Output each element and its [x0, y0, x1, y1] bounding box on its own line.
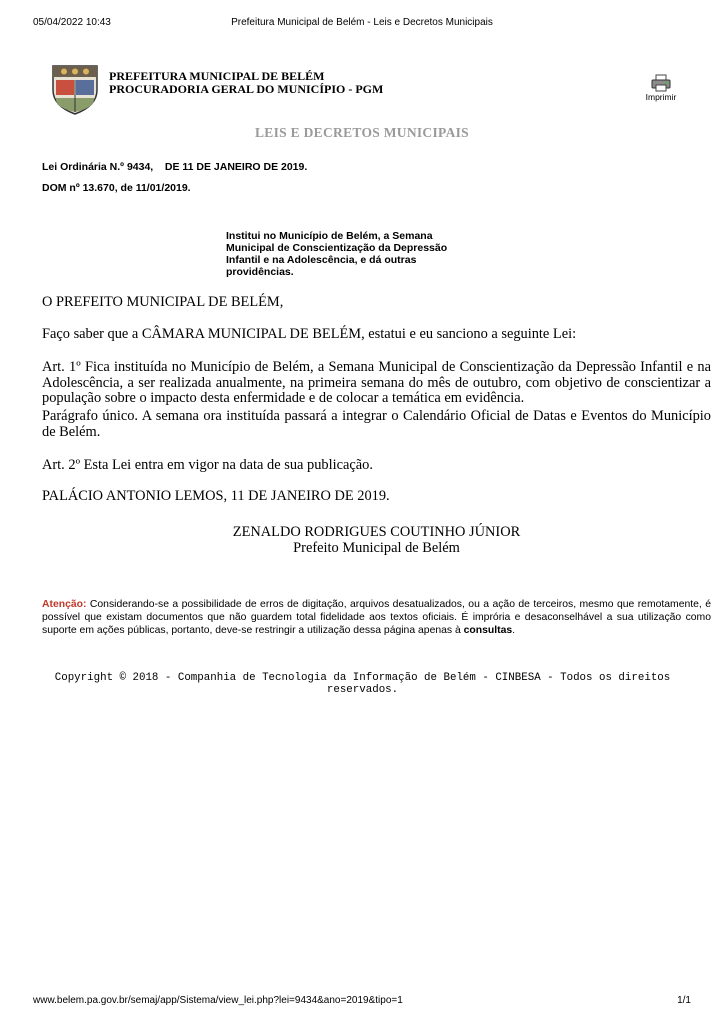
law-intro: O PREFEITO MUNICIPAL DE BELÉM,: [42, 294, 284, 310]
section-title: LEIS E DECRETOS MUNICIPAIS: [255, 125, 469, 140]
article-2: Art. 2º Esta Lei entra em vigor na data de sua publicação.: [42, 457, 373, 473]
article-1-paragraph: Parágrafo único. A semana ora instituída passará a integrar o Calendário Oficial de Datas e Eventos do Município de Belém.: [42, 408, 711, 440]
attention-label: Atenção:: [42, 599, 87, 610]
place-date: PALÁCIO ANTONIO LEMOS, 11 DE JANEIRO DE 2019.: [42, 488, 390, 504]
article-1: Art. 1º Fica instituída no Município de Belém, a Semana Municipal de Conscientização da Depressão Infantil e na Adolescência, a ser realizada anualmente, na primeira semana do mês de outubro, com objetivo de conscientizar a população sobre o impacto desta enfermidade e de colocar a temática em evidência.: [42, 359, 711, 406]
org-name: PREFEITURA MUNICIPAL DE BELÉM: [109, 69, 325, 83]
print-datetime: 05/04/2022 10:43: [33, 17, 111, 28]
copyright: Copyright © 2018 - Companhia de Tecnologia da Informação de Belém - CINBESA - Todos os direitos reservados.: [54, 672, 671, 696]
print-url: www.belem.pa.gov.br/semaj/app/Sistema/view_lei.php?lei=9434&ano=2019&tipo=1: [33, 995, 403, 1006]
law-ementa: Institui no Município de Belém, a Semana Municipal de Conscientização da Depressão Infantil e na Adolescência, e dá outras providências.: [226, 230, 448, 278]
attention-text: Considerando-se a possibilidade de erros de digitação, arquivos desatualizados, ou a ação de terceiros, mesmo que remotamente, é possível que existam documentos que não guardem total fidelidade aos textos oficiais. É imprória e desaconselhável a sua utilização como suporte em ações públicas, portanto, deve-se restringir a utilização dessa página apenas à: [42, 599, 711, 636]
org-department: PROCURADORIA GERAL DO MUNICÍPIO - PGM: [109, 82, 384, 96]
signer-title: Prefeito Municipal de Belém: [293, 540, 460, 556]
print-button[interactable]: [640, 74, 682, 102]
attention-end: .: [512, 625, 516, 636]
signer-name: ZENALDO RODRIGUES COUTINHO JÚNIOR: [232, 524, 521, 540]
print-label: Imprimir: [645, 92, 677, 102]
law-decree: Faço saber que a CÂMARA MUNICIPAL DE BELÉM, estatui e eu sanciono a seguinte Lei:: [42, 326, 577, 342]
attention-notice: [42, 598, 711, 637]
printer-icon: [650, 74, 672, 92]
print-page-title: Prefeitura Municipal de Belém - Leis e Decretos Municipais: [231, 17, 493, 28]
law-number: Lei Ordinária N.º 9434, DE 11 DE JANEIRO DE 2019.: [42, 161, 308, 173]
coat-of-arms-logo: [47, 60, 103, 116]
print-page-count: 1/1: [677, 995, 691, 1006]
attention-emphasis: consultas: [463, 625, 513, 636]
dom-reference: DOM nº 13.670, de 11/01/2019.: [42, 182, 191, 194]
